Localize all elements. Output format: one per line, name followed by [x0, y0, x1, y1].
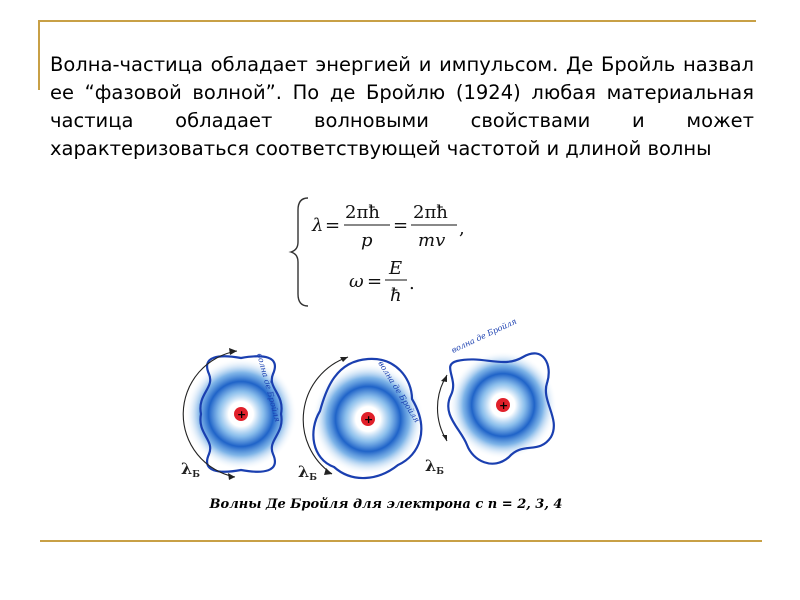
de-broglie-formula: [292, 194, 472, 309]
figure-caption: Волны Де Бройля для электрона с n = 2, 3, 4: [209, 497, 563, 512]
numerator-E: E: [389, 258, 403, 279]
lambda-arc-n4: [437, 375, 447, 441]
atom-n2: [181, 348, 297, 480]
lambda-label-n2: λБ: [181, 459, 200, 480]
numerator-1: 2πħ: [345, 202, 380, 223]
omega-symbol: ω: [349, 271, 364, 292]
equals-sign-2: =: [393, 215, 409, 236]
formula-brace: [291, 198, 308, 306]
lambda-symbol: λ: [312, 215, 324, 236]
numerator-2: 2πħ: [413, 202, 448, 223]
lambda-label-n4: λБ: [425, 456, 444, 477]
arc-arrowhead-top-n2: [229, 348, 237, 355]
nucleus-plus-n3: +: [364, 413, 374, 426]
wave-label-n3: волна де Бройля: [376, 359, 422, 425]
arc-arrowhead-bottom-n2: [228, 473, 235, 480]
left-decorative-rule: [38, 20, 40, 90]
arc-arrowhead-top-n4: [441, 375, 447, 382]
denominator-p: p: [361, 230, 373, 251]
nucleus-plus-n2: +: [237, 408, 247, 421]
denominator-hbar: ħ: [390, 285, 402, 306]
atom-n4: [425, 317, 557, 477]
de-broglie-waves-figure: [170, 316, 590, 486]
body-paragraph: Волна-частица обладает энергией и импульсом. Де Бройль назвал ее “фазовой волной”. По де Бройлю (1924) любая материальная частица обладает волновыми свойствами и может характеризоваться соответствующей частотой и длиной волны: [50, 53, 754, 160]
equals-sign-1: =: [325, 215, 341, 236]
bottom-decorative-rule: [40, 540, 762, 542]
wave-label-n2: волна де Бройля: [255, 352, 283, 423]
comma: ,: [459, 218, 465, 239]
wave-label-n4: волна де Бройля: [450, 316, 519, 355]
top-decorative-rule: [38, 20, 756, 22]
equals-sign-3: =: [367, 271, 383, 292]
atom-n3: [298, 357, 424, 483]
denominator-mv: mv: [418, 230, 446, 251]
lambda-label-n3: λБ: [298, 462, 317, 483]
period: .: [409, 273, 415, 294]
nucleus-plus-n4: +: [499, 399, 509, 412]
